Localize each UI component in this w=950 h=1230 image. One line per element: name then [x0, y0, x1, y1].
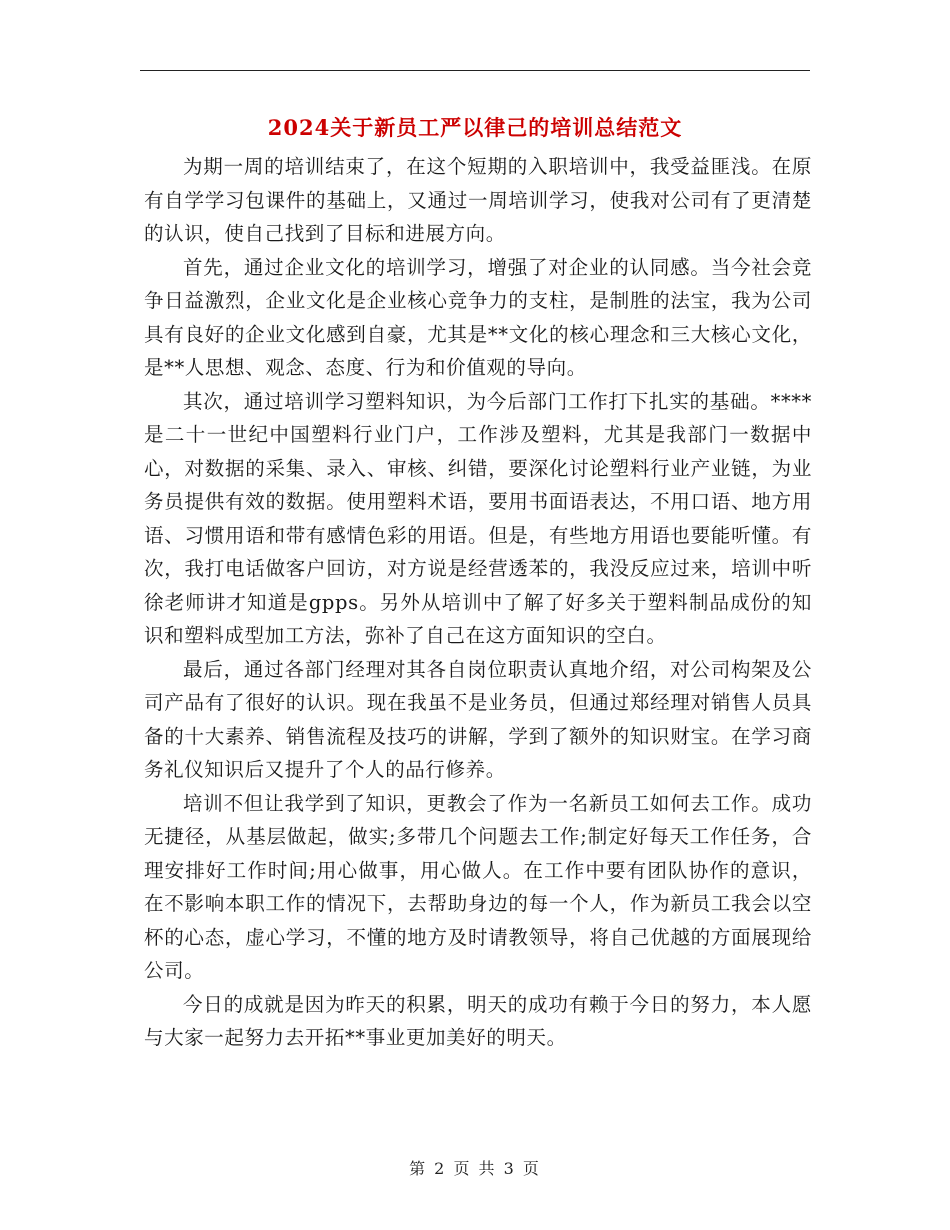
paragraph-training: 培训不但让我学到了知识，更教会了作为一名新员工如何去工作。成功无捷径，从基层做起，做实;多带几个问题去工作;制定好每天工作任务，合理安排好工作时间;用心做事，用心做人。在工作中要有团队协作的意识，在不影响本职工作的情况下，去帮助身边的每一个人，作为新员工我会以空杯的心态，虚心学习，不懂的地方及时请教领导，将自己优越的方面展现给公司。 [144, 791, 812, 982]
paragraph-intro: 为期一周的培训结束了，在这个短期的入职培训中，我受益匪浅。在原有自学学习包课件的基础上，又通过一周培训学习，使我对公司有了更清楚的认识，使自己找到了目标和进展方向。 [144, 155, 812, 245]
page-number-footer: 第 2 页 共 3 页 [409, 1159, 541, 1178]
paragraph-last: 最后，通过各部门经理对其各自岗位职责认真地介绍，对公司构架及公司产品有了很好的认识。现在我虽不是业务员，但通过郑经理对销售人员具备的十大素养、销售流程及技巧的讲解，学到了额外的知识财宝。在学习商务礼仪知识后又提升了个人的品行修养。 [144, 657, 812, 781]
paragraph-second: 其次，通过培训学习塑料知识，为今后部门工作打下扎实的基础。****是二十一世纪中国塑料行业门户，工作涉及塑料，尤其是我部门一数据中心，对数据的采集、录入、审核、纠错，要深化讨论塑料行业产业链，为业务员提供有效的数据。使用塑料术语，要用书面语表达，不用口语、地方用语、习惯用语和带有感情色彩的用语。但是，有些地方用语也要能听懂。有次，我打电话做客户回访，对方说是经营透苯的，我没反应过来，培训中听徐老师讲才知道是gpps。另外从培训中了解了好多关于塑料制品成份的知识和塑料成型加工方法，弥补了自己在这方面知识的空白。 [144, 389, 812, 647]
paragraph-conclusion: 今日的成就是因为昨天的积累，明天的成功有赖于今日的努力，本人愿与大家一起努力去开拓**事业更加美好的明天。 [144, 992, 812, 1049]
document-title: 2024关于新员工严以律己的培训总结范文 [267, 115, 683, 140]
header-rule [140, 70, 810, 71]
paragraph-first: 首先，通过企业文化的培训学习，增强了对企业的认同感。当今社会竞争日益激烈，企业文化是企业核心竞争力的支柱，是制胜的法宝，我为公司具有良好的企业文化感到自豪，尤其是**文化的核心理念和三大核心文化，是**人思想、观念、态度、行为和价值观的导向。 [144, 255, 812, 379]
document-body [144, 150, 812, 1055]
